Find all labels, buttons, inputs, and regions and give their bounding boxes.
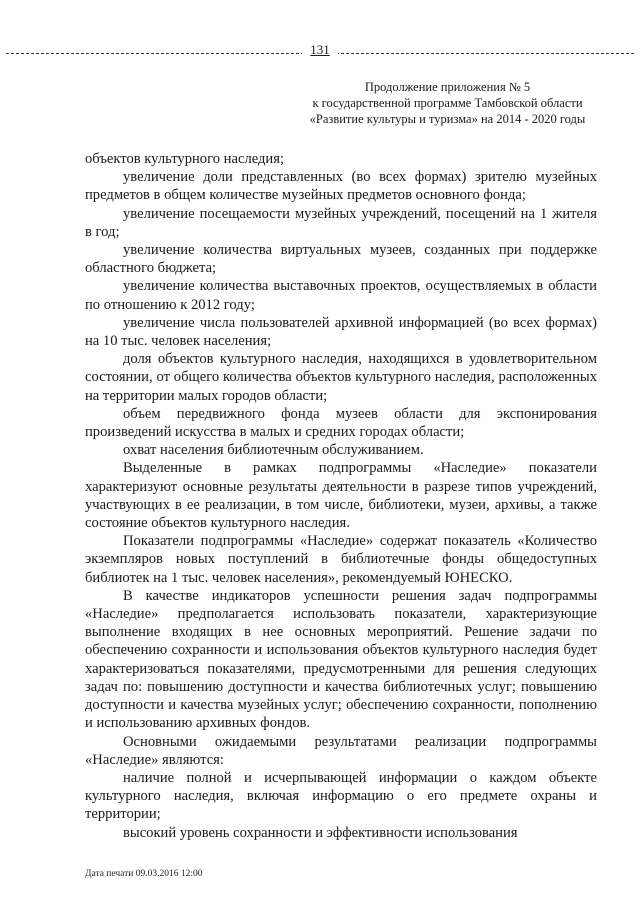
paragraph: Выделенные в рамках подпрограммы «Наследие» показатели характеризуют основные результаты деятельности в разрезе типов учреждений, участвующих в ее реализации, в том числе, библиотеки, музеи, архивы, а также состояние объектов культурного наследия.	[85, 460, 597, 532]
paragraph: увеличение доли представленных (во всех формах) зрителю музейных предметов в общем количестве музейных предметов основного фонда;	[85, 169, 597, 204]
paragraph: увеличение количества выставочных проектов, осуществляемых в области по отношению к 2012 году;	[85, 278, 597, 313]
paragraph: наличие полной и исчерпывающей информации о каждом объекте культурного наследия, включая информацию о его предмете охраны и территории;	[85, 769, 597, 823]
appendix-line-3: «Развитие культуры и туризма» на 2014 - 2020 годы	[309, 112, 586, 126]
paragraph: Показатели подпрограммы «Наследие» содержат показатель «Количество экземпляров новых поступлений в библиотечные фонды общедоступных библиотек на 1 тыс. человек населения», рекомендуемый ЮНЕСКО.	[85, 533, 597, 586]
paragraph: увеличение количества виртуальных музеев, созданных при поддержке областного бюджета;	[85, 242, 597, 277]
paragraph: Основными ожидаемыми результатами реализации подпрограммы «Наследие» являются:	[85, 733, 597, 768]
paragraph: охват населения библиотечным обслуживанием.	[123, 442, 424, 459]
paragraph: высокий уровень сохранности и эффективности использования	[123, 824, 518, 841]
paragraph: В качестве индикаторов успешности решения задач подпрограммы «Наследие» предполагается использовать показатели, характеризующие выполнение входящих в нее основных мероприятий. Решение задачи по обеспечению сохранности и использования объектов культурного наследия будет характеризоваться показателями, предусмотренными для решения следующих задач по: повышению доступности и качества библиотечных услуг; повышению доступности и качества музейных услуг; обеспечению сохранности, пополнению и использованию архивных фондов.	[85, 587, 597, 732]
page-number	[0, 42, 640, 58]
appendix-line-2: к государственной программе Тамбовской области	[312, 96, 583, 110]
paragraph: объем передвижного фонда музеев области для экспонирования произведений искусства в малых и средних городах области;	[85, 405, 597, 441]
appendix-line-1: Продолжение приложения № 5	[364, 80, 531, 94]
paragraph: увеличение числа пользователей архивной информацией (во всех формах) на 10 тыс. человек населения;	[85, 314, 597, 350]
document-body	[85, 150, 597, 842]
paragraph: увеличение посещаемости музейных учреждений, посещений на 1 жителя в год;	[85, 205, 597, 240]
appendix-header	[260, 79, 615, 127]
page-number-text: 131	[302, 42, 338, 57]
paragraph: доля объектов культурного наследия, находящихся в удовлетворительном состоянии, от общего количества объектов культурного наследия, расположенных на территории малых городов области;	[85, 351, 597, 404]
paragraph: объектов культурного наследия;	[85, 151, 285, 167]
print-date: Дата печати 09.03.2016 12:00	[85, 869, 203, 879]
